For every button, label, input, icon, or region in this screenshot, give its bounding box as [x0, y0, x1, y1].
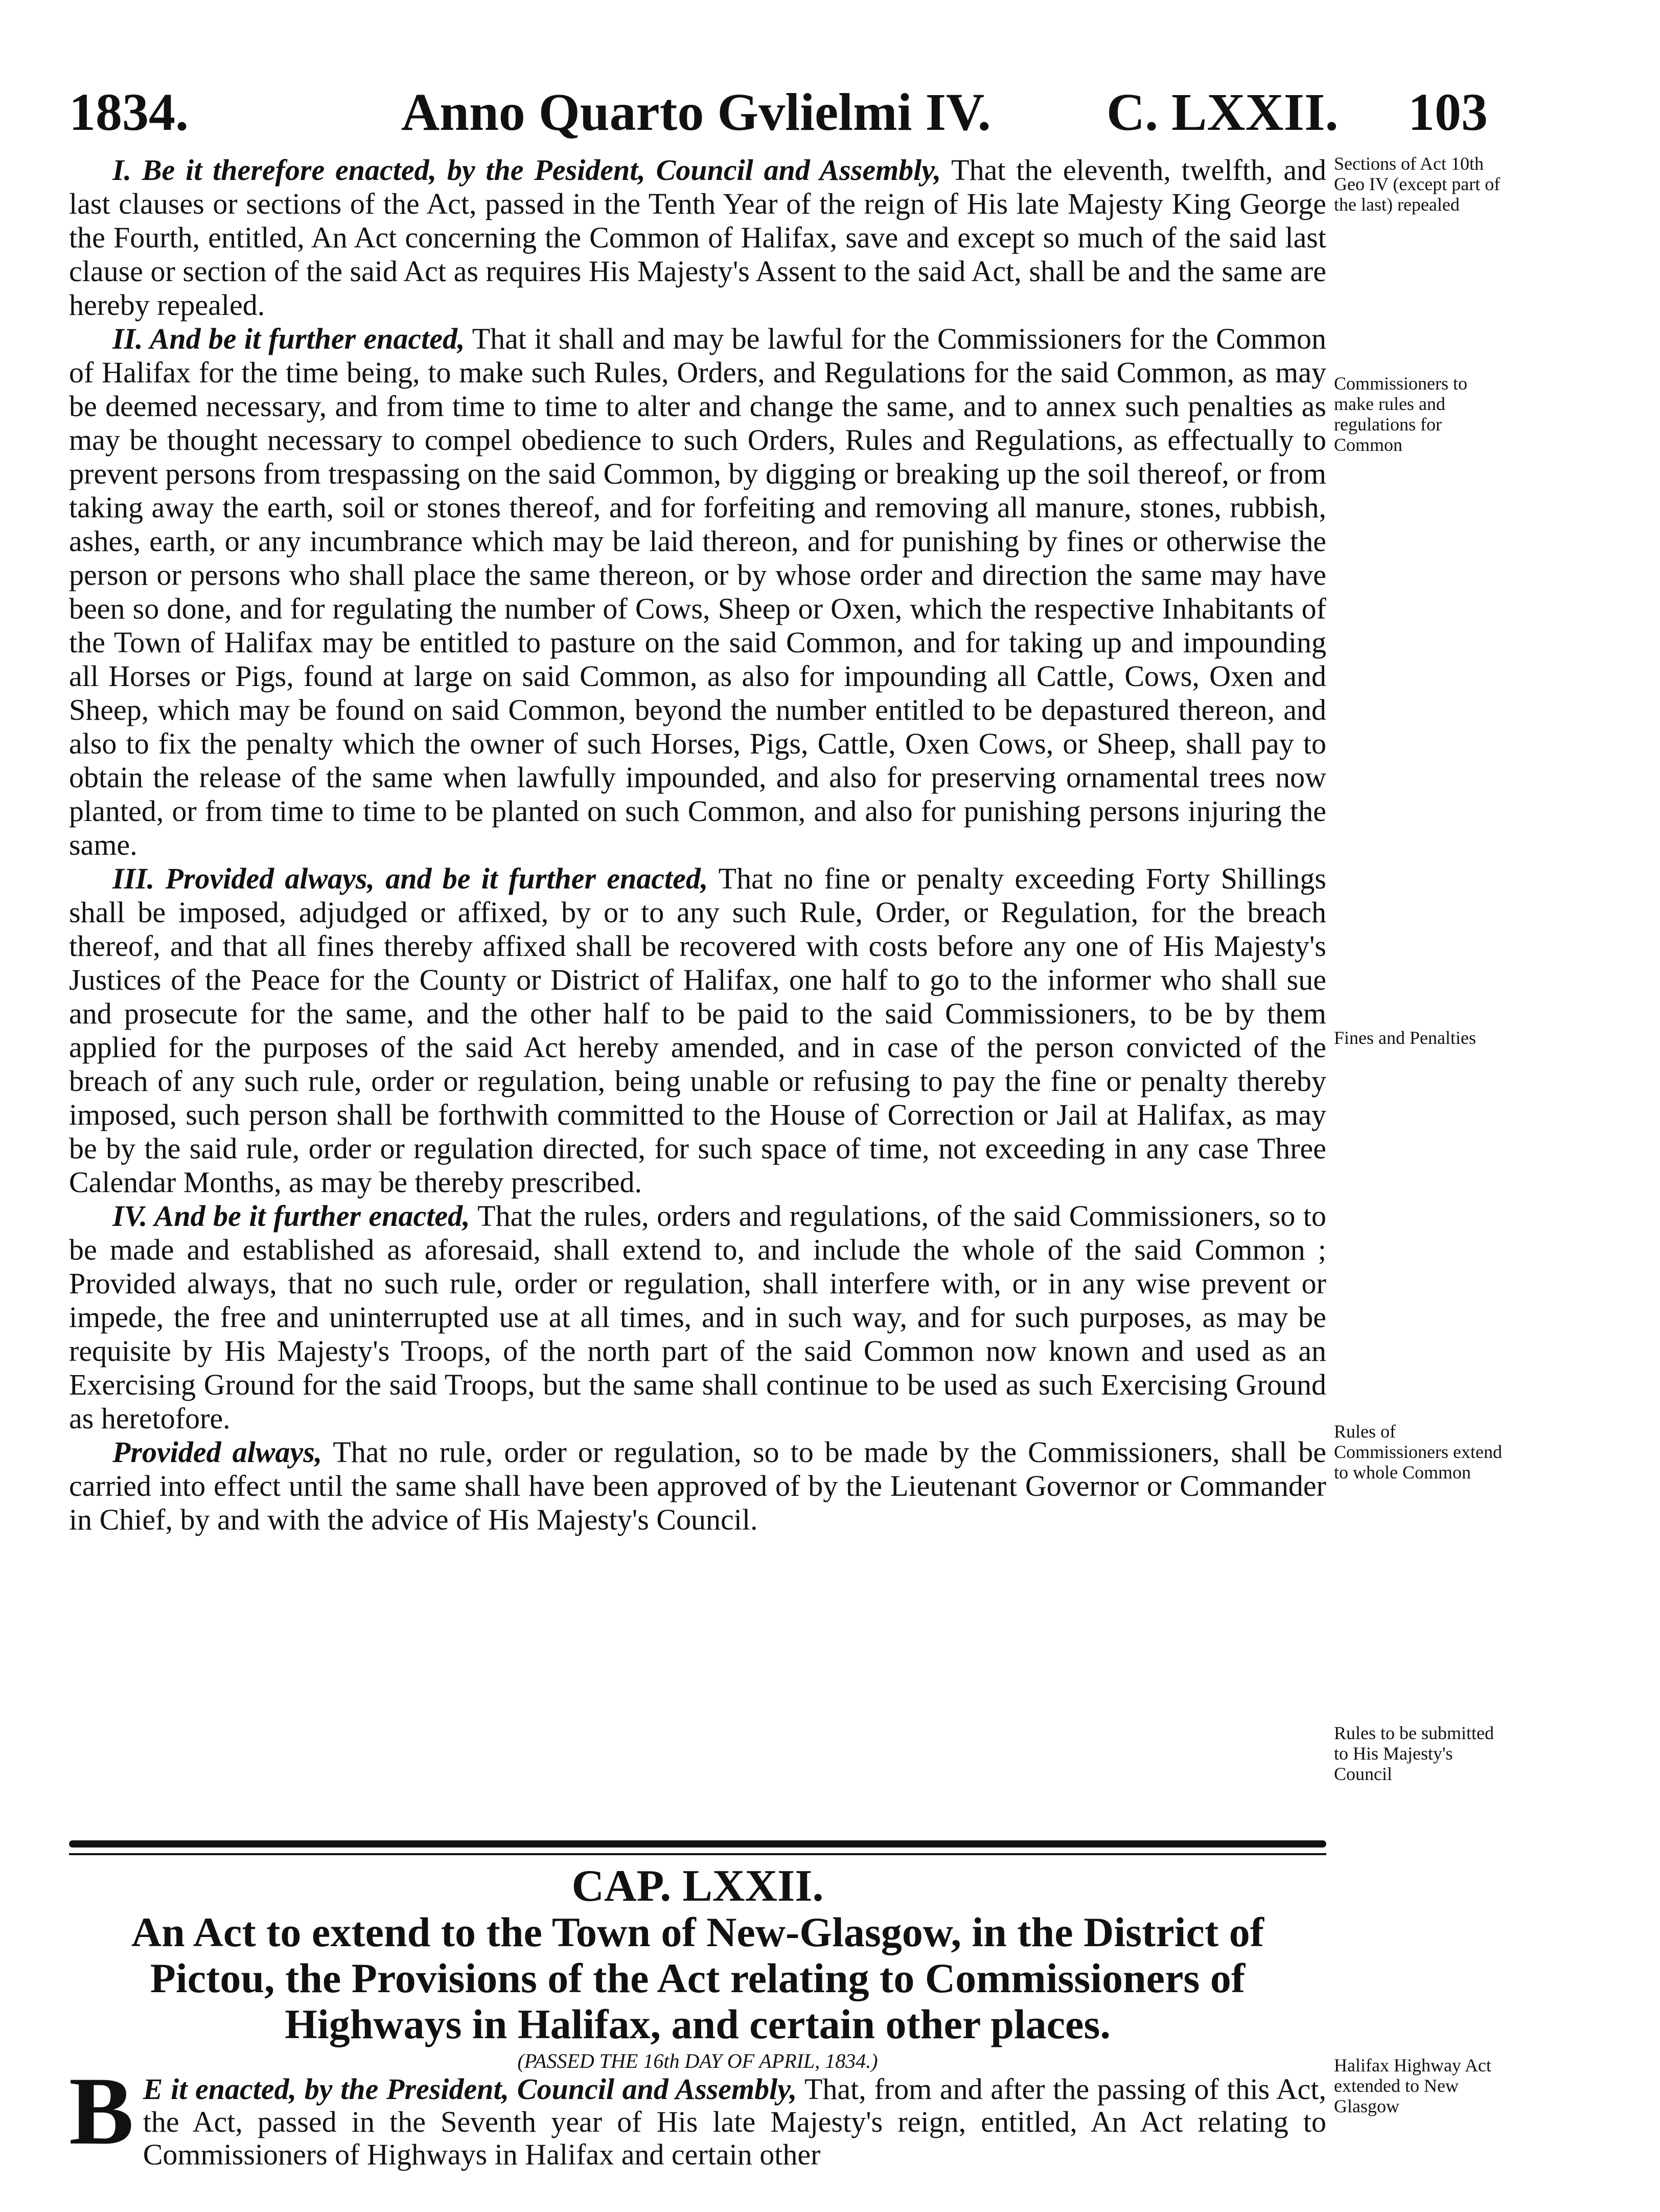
section-3	[69, 862, 1326, 1199]
margin-note-2: Commissioners to make rules and regulations for Common	[1334, 373, 1468, 455]
margin-note-4: Rules of Commissioners extend to whole Common	[1334, 1421, 1502, 1483]
section-1-lead: I. Be it therefore enacted, by the Pesident, Council and Assembly,	[112, 153, 941, 187]
section-1	[69, 153, 1326, 322]
section-4-lead: IV. And be it further enacted,	[112, 1199, 470, 1233]
header-title: Anno Quarto Gvlielmi IV.	[401, 83, 991, 142]
act-body	[69, 153, 1326, 1537]
chapter-number: CAP. LXXII.	[571, 1861, 824, 1911]
page-header	[69, 77, 1488, 148]
section-3-text: That no fine or penalty exceeding Forty Shillings shall be imposed, adjudged or affixed, by or to any such Rule, Order, or Regulation, for the breach thereof, and that all fines thereby affixed shall be recovered with costs before any one of His Majesty's Justices of the Peace for the County or District of Halifax, one half to go to the informer who shall sue and prosecute for the same, and the other half to be paid to the said Commissioners, to be by them applied for the purposes of the said Act hereby amended, and in case of the person convicted of the breach of any such rule, order or regulation, being unable or refusing to pay the fine or penalty thereby imposed, such person shall be forthwith committed to the House of Correction or Jail at Halifax, as may be by the said rule, order or regulation directed, for such space of time, not exceeding in any case Three Calendar Months, as may be thereby prescribed.	[69, 862, 1327, 1199]
section-4-text: That the rules, orders and regulations, of the said Commissioners, so to be made and established as aforesaid, shall extend to, and include the whole of the said Common ; Provided always, that no such rule, order or regulation, shall interfere with, or in any wise prevent or impede, the free and uninterrupted use at all times, and in such way, and for such purposes, as may be requisite by His Majesty's Troops, of the north part of the said Common now known and used as an Exercising Ground for the said Troops, but the same shall continue to be used as such Exercising Ground as heretofore.	[69, 1199, 1326, 1435]
header-year: 1834.	[69, 83, 189, 142]
enact-text: That, from and after the passing of this Act, the Act, passed in the Seventh year of His late Majesty's reign, entitled, An Act relating to Commissioners of Highways in Halifax and certain other	[143, 2072, 1326, 2171]
drop-cap: B	[69, 2058, 134, 2165]
header-chapter: C. LXXII.	[1106, 83, 1339, 142]
page-number: 103	[1408, 83, 1488, 142]
margin-note-6: Halifax Highway Act extended to New Glasgow	[1334, 2055, 1491, 2116]
section-divider	[69, 1840, 1326, 1848]
section-2-text: That it shall and may be lawful for the Commissioners for the Common of Halifax for the time being, to make such Rules, Orders, and Regulations for the said Common, as may be deemed necessary, and from time to time to alter and change the same, and to annex such penalties as may be thought necessary to compel obedience to such Orders, Rules and Regulations, as effectually to prevent persons from trespassing on the said Common, by digging or breaking up the soil thereof, or from taking away the earth, soil or stones thereof, and for forfeiting and removing all manure, stones, rubbish, ashes, earth, or any incumbrance which may be laid thereon, and for punishing by fines or otherwise the person or persons who shall place the same thereon, or by whose order and direction the same may have been so done, and for regulating the number of Cows, Sheep or Oxen, which the respective Inhabitants of the Town of Halifax may be entitled to pasture on the said Common, and for taking up and impounding all Horses or Pigs, found at large on said Common, as also for impounding all Cattle, Cows, Oxen and Sheep, which may be found on said Common, beyond the number entitled to be depastured thereon, and also to fix the penalty which the owner of such Horses, Pigs, Cattle, Oxen Cows, or Sheep, shall pay to obtain the release of the same when lawfully impounded, and also for preserving ornamental trees now planted, or from time to time to be planted on such Common, and also for punishing persons injuring the same.	[69, 322, 1327, 861]
margin-note-3: Fines and Penalties	[1334, 1028, 1476, 1048]
section-divider-thin	[69, 1853, 1326, 1855]
proviso-text: That no rule, order or regulation, so to be made by the Commissioners, shall be carried into effect until the same shall have been approved of by the Lieutenant Governor or Commander in Chief, by and with the advice of His Majesty's Council.	[69, 1435, 1327, 1536]
section-1-text: That the eleventh, twelfth, and last clauses or sections of the Act, passed in the Tenth Year of the reign of His late Majesty King George the Fourth, entitled, An Act concerning the Common of Halifax, save and except so much of the said last clause or section of the said Act as requires His Majesty's Assent to the said Act, shall be and the same are hereby repealed.	[69, 153, 1327, 322]
section-3-lead: III. Provided always, and be it further enacted,	[112, 862, 708, 895]
section-2	[69, 322, 1326, 862]
margin-note-1: Sections of Act 10th Geo IV (except part of the last) repealed	[1334, 153, 1501, 215]
margin-note-5: Rules to be submitted to His Majesty's Council	[1334, 1723, 1494, 1784]
section-4	[69, 1199, 1326, 1435]
passed-date: (PASSED THE 16th DAY OF APRIL, 1834.)	[517, 2049, 878, 2072]
section-2-lead: II. And be it further enacted,	[112, 322, 465, 355]
enact-lead: E it enacted, by the President, Council and Assembly,	[143, 2072, 797, 2106]
chapter-title: An Act to extend to the Town of New-Glasgow, in the District of Pictou, the Provisions of the Act relating to Commissioners of Highways in Halifax, and certain other places.	[131, 1909, 1264, 2047]
proviso-lead: Provided always,	[112, 1435, 322, 1469]
proviso	[69, 1435, 1326, 1537]
